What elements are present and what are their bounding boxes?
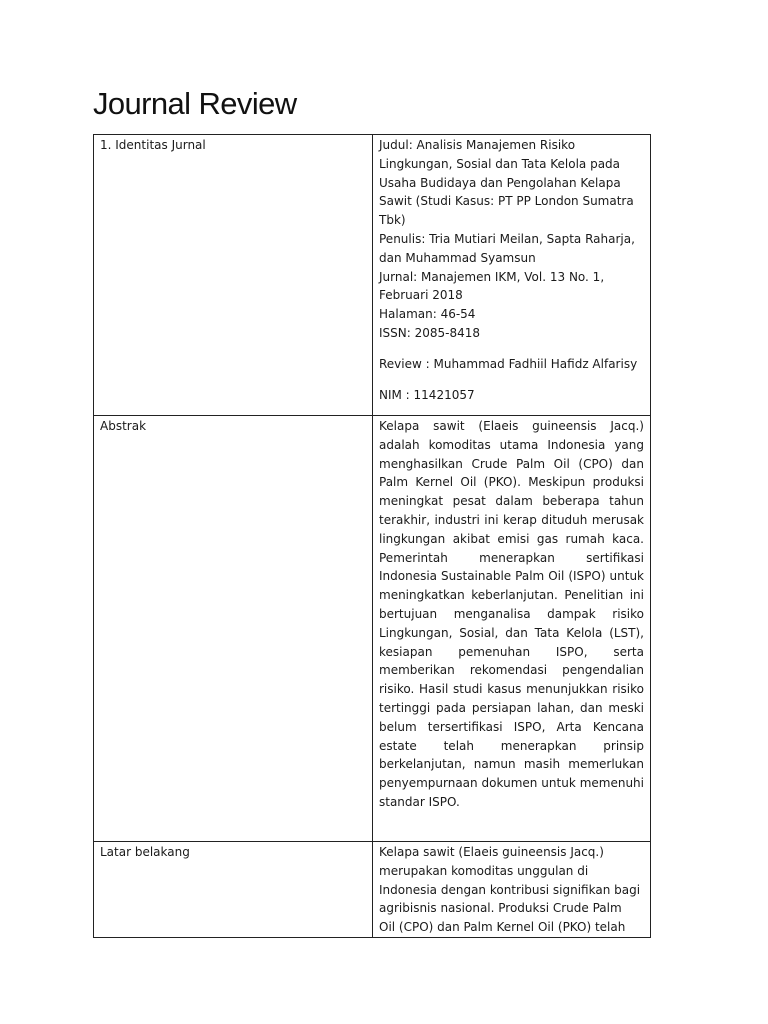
page-title: Journal Review <box>93 86 297 121</box>
table-row-identitas <box>94 135 651 416</box>
identitas-line: Judul: Analisis Manajemen Risiko <box>379 138 576 152</box>
spacer <box>379 343 644 355</box>
identitas-line: Sawit (Studi Kasus: PT PP London Sumatra <box>379 194 634 209</box>
identitas-line: Februari 2018 <box>379 288 463 303</box>
abstrak-content <box>373 416 651 842</box>
identitas-line: Usaha Budidaya dan Pengolahan Kelapa <box>379 175 621 190</box>
identitas-line: Tbk) <box>379 213 406 228</box>
table-row-abstrak <box>94 416 651 842</box>
identitas-line: dan Muhammad Syamsun <box>379 250 536 265</box>
latar-line: Indonesia dengan kontribusi signifikan bagi <box>379 882 641 897</box>
latar-line: agribisnis nasional. Produksi Crude Palm <box>379 901 622 916</box>
review-table <box>93 134 651 938</box>
identitas-line: Halaman: 46-54 <box>379 307 476 322</box>
reviewer-line: Review : Muhammad Fadhiil Hafidz Alfarisy <box>379 356 638 371</box>
latar-content <box>373 842 651 938</box>
spacer <box>379 374 644 386</box>
identitas-line: Lingkungan, Sosial dan Tata Kelola pada <box>379 156 621 171</box>
latar-line: Oil (CPO) dan Palm Kernel Oil (PKO) telah <box>379 920 626 935</box>
identitas-content <box>373 135 651 416</box>
identitas-label: 1. Identitas Jurnal <box>94 135 373 416</box>
latar-line: merupakan komoditas unggulan di <box>379 863 589 878</box>
table-row-latar-belakang <box>94 842 651 938</box>
latar-line: Kelapa sawit (Elaeis guineensis Jacq.) <box>379 845 604 859</box>
identitas-line: ISSN: 2085-8418 <box>379 325 481 340</box>
nim-line: NIM : 11421057 <box>379 387 475 402</box>
abstrak-label: Abstrak <box>94 416 373 842</box>
identitas-line: Penulis: Tria Mutiari Meilan, Sapta Raharja, <box>379 231 635 246</box>
identitas-line: Jurnal: Manajemen IKM, Vol. 13 No. 1, <box>379 269 605 284</box>
abstrak-text: Kelapa sawit (Elaeis guineensis Jacq.) adalah komoditas utama Indonesia yang menghasilkan Crude Palm Oil (CPO) dan Palm Kernel Oil (PKO). Meskipun produksi meningkat pesat dalam beberapa tahun terakhir, industri ini kerap dituduh merusak lingkungan akibat emisi gas rumah kaca. Pemerintah menerapkan sertifikasi Indonesia Sustainable Palm Oil (ISPO) untuk meningkatkan keberlanjutan. Penelitian ini bertujuan menganalisa dampak risiko Lingkungan, Sosial, dan Tata Kelola (LST), kesiapan pemenuhan ISPO, serta memberikan rekomendasi pengendalian risiko. Hasil studi kasus menunjukkan risiko tertinggi pada persiapan lahan, dan meski belum tersertifikasi ISPO, Arta Kencana estate telah menerapkan prinsip berkelanjutan, namun masih memerlukan penyempurnaan dokumen untuk memenuhi standar ISPO. <box>379 419 644 809</box>
latar-label: Latar belakang <box>94 842 373 938</box>
